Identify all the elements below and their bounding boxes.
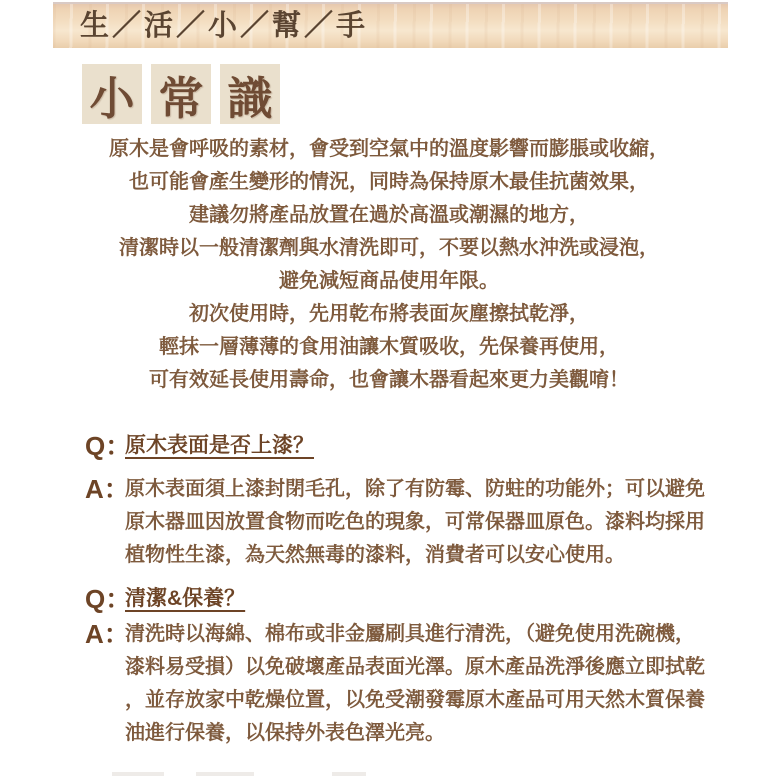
question-text: 原木表面是否上漆？ (125, 434, 314, 457)
wood-banner (53, 2, 728, 48)
faq-question-2 (85, 584, 245, 614)
answer-line: 原木器皿因放置食物而吃色的現象，可常保器皿原色。漆料均採用 (125, 511, 705, 533)
answer-line: 植物性生漆，為天然無毒的漆料，消費者可以安心使用。 (125, 544, 625, 566)
intro-paragraph (0, 133, 778, 397)
question-marker: Q： (85, 584, 132, 614)
question-marker: Q： (85, 431, 132, 461)
intro-line: 初次使用時，先用乾布將表面灰塵擦拭乾淨， (189, 303, 589, 325)
intro-line: 輕抹一層薄薄的食用油讓木質吸收，先保養再使用， (159, 336, 619, 358)
answer-marker: A： (85, 474, 130, 504)
intro-line: 清潔時以一般清潔劑與水清洗即可，不要以熱水沖洗或浸泡， (119, 237, 659, 259)
banner-title: 生／活／小／幫／手 (80, 10, 369, 42)
answer-line: ，並存放家中乾燥位置，以免受潮發霉原木產品可用天然木質保養 (125, 689, 705, 711)
intro-line: 避免減短商品使用年限。 (279, 270, 499, 292)
answer-line: 漆料易受損）以免破壞產品表面光澤。原木產品洗淨後應立即拭乾 (125, 656, 705, 678)
intro-line: 建議勿將產品放置在過於高溫或潮濕的地方， (189, 204, 589, 226)
answer-text (125, 473, 705, 572)
cropped-next-line (0, 772, 778, 778)
faq-question-1 (85, 431, 314, 461)
answer-line: 油進行保養，以保持外表色澤光亮。 (125, 722, 445, 744)
intro-line: 可有效延長使用壽命，也會讓木器看起來更力美觀唷！ (149, 369, 629, 391)
answer-text (125, 618, 705, 750)
section-heading (82, 64, 280, 124)
heading-char-box: 常 (151, 64, 211, 124)
intro-line: 原木是會呼吸的素材，會受到空氣中的溫度影響而膨脹或收縮， (109, 138, 669, 160)
faq-answer-1 (85, 473, 705, 572)
heading-char-box: 識 (220, 64, 280, 124)
answer-marker: A： (85, 619, 130, 649)
answer-line: 原木表面須上漆封閉毛孔，除了有防霉、防蛀的功能外；可以避免 (125, 478, 705, 500)
question-text: 清潔&保養？ (125, 587, 246, 610)
faq-answer-2 (85, 618, 705, 750)
answer-line: 清洗時以海綿、棉布或非金屬刷具進行清洗，（避免使用洗碗機， (125, 623, 695, 645)
heading-char-box: 小 (82, 64, 142, 124)
intro-line: 也可能會產生變形的情況，同時為保持原木最佳抗菌效果， (129, 171, 649, 193)
